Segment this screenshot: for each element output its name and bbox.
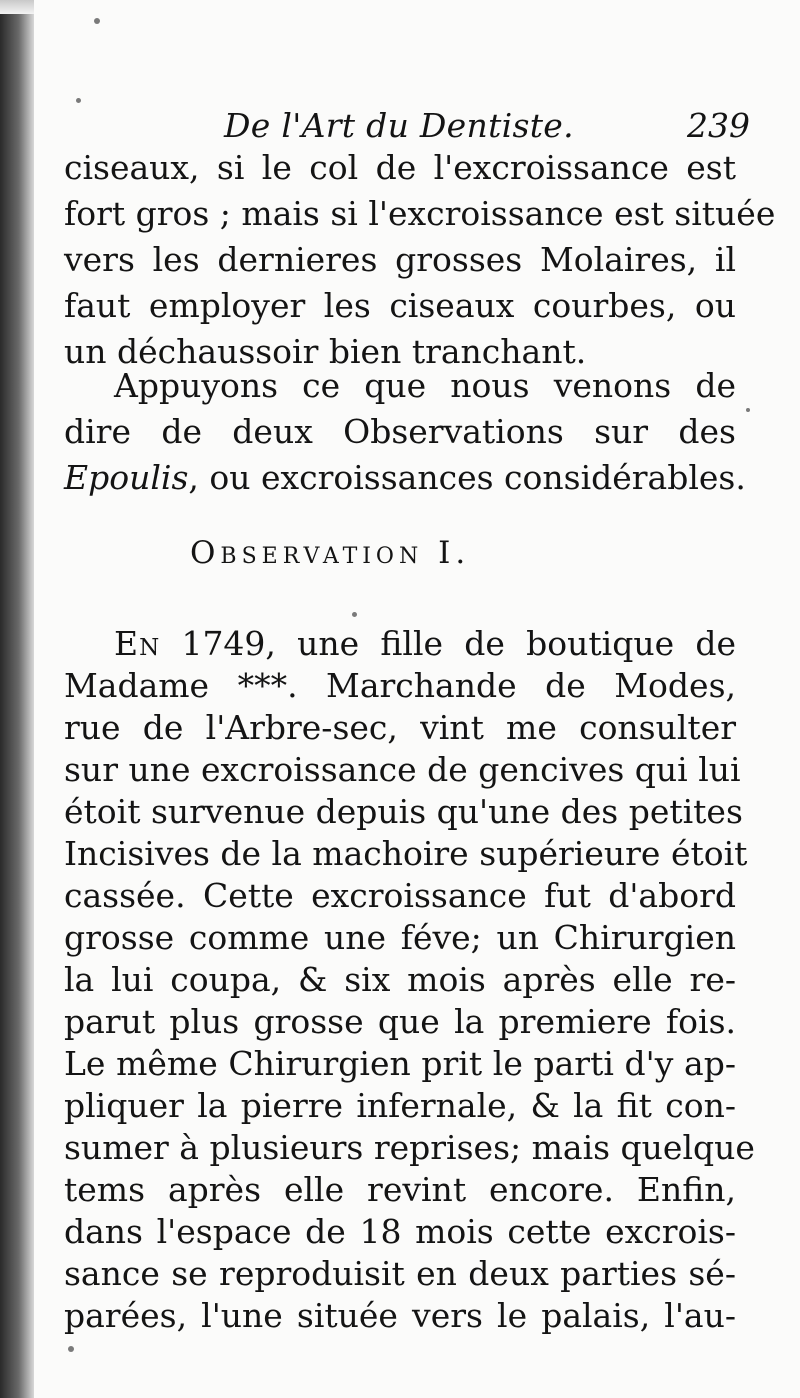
ink-speck bbox=[746, 408, 750, 412]
text-line: cassée. Cette excroissance fut d'abord bbox=[64, 876, 736, 915]
ink-speck bbox=[352, 612, 357, 617]
text-line: grosse comme une féve; un Chirurgien bbox=[64, 918, 736, 957]
ink-speck bbox=[76, 98, 81, 103]
text-line: sance se reproduisit en deux parties sé- bbox=[64, 1254, 736, 1293]
text-line: sumer à plusieurs reprises; mais quelque bbox=[64, 1128, 755, 1167]
ink-speck bbox=[68, 1346, 74, 1352]
text-line: parées, l'une située vers le palais, l'au- bbox=[64, 1296, 736, 1335]
text-line: vers les dernieres grosses Molaires, il bbox=[64, 240, 736, 279]
text-run: , ou excroissances considérables. bbox=[188, 458, 746, 497]
paragraph-first-line: Appuyons ce que nous venons de bbox=[114, 366, 736, 405]
book-page bbox=[34, 0, 800, 1398]
text-line: la lui coupa, & six mois après elle re- bbox=[64, 960, 736, 999]
text-line: faut employer les ciseaux courbes, ou bbox=[64, 286, 736, 325]
paragraph-first-line bbox=[114, 621, 736, 667]
text-line: parut plus grosse que la premiere fois. bbox=[64, 1002, 736, 1041]
text-line: sur une excroissance de gencives qui lui bbox=[64, 750, 741, 789]
text-line: fort gros ; mais si l'excroissance est située bbox=[64, 194, 776, 233]
text-line: Madame ***. Marchande de Modes, bbox=[64, 666, 736, 705]
text-line: ciseaux, si le col de l'excroissance est bbox=[64, 148, 736, 187]
scan-binding-shadow bbox=[0, 0, 34, 1398]
observation-heading: Observation I. bbox=[190, 535, 471, 571]
text-line: étoit survenue depuis qu'une des petites bbox=[64, 792, 743, 831]
running-head-title: De l'Art du Dentiste. bbox=[224, 106, 574, 145]
text-run: 1749, une fille de boutique de bbox=[160, 624, 736, 663]
text-line: tems après elle revint encore. Enfin, bbox=[64, 1170, 736, 1209]
text-line bbox=[64, 455, 746, 501]
text-line: Le même Chirurgien prit le parti d'y ap- bbox=[64, 1044, 736, 1083]
ink-speck bbox=[94, 18, 100, 24]
page-number: 239 bbox=[687, 106, 750, 145]
text-line: un déchaussoir bien tranchant. bbox=[64, 332, 587, 371]
text-line: Incisives de la machoire supérieure étoit bbox=[64, 834, 748, 873]
text-line: dans l'espace de 18 mois cette excrois- bbox=[64, 1212, 736, 1251]
italic-term: Epoulis bbox=[64, 458, 189, 497]
text-line: pliquer la pierre infernale, & la fit con- bbox=[64, 1086, 736, 1125]
small-caps-lead: En bbox=[114, 624, 161, 663]
text-line: rue de l'Arbre-sec, vint me consulter bbox=[64, 708, 736, 747]
text-line: dire de deux Observations sur des bbox=[64, 412, 736, 451]
